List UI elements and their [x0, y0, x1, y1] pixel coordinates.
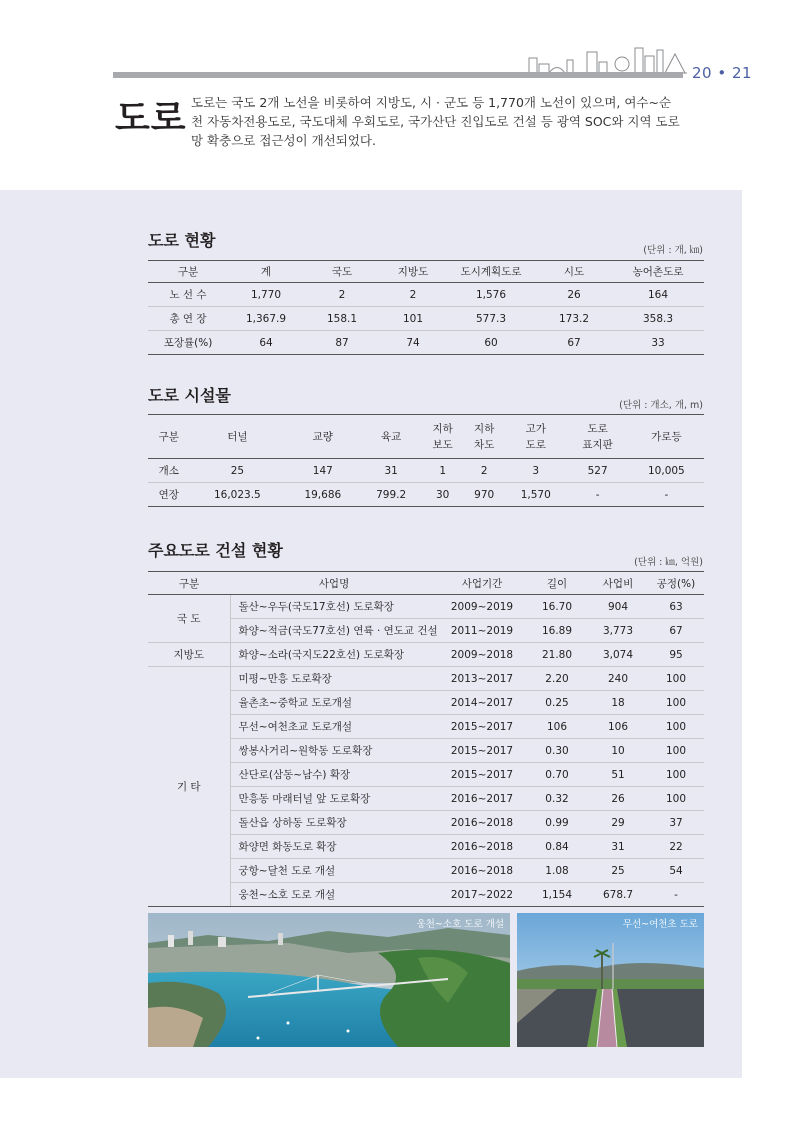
construction-cell: 2013~2017	[438, 667, 526, 691]
road-facilities-header-cell: 고가 도로	[505, 415, 567, 459]
table-row	[148, 715, 704, 739]
major-construction-table	[148, 571, 704, 907]
section-title: 도로	[115, 98, 187, 139]
road-facilities-title: 도로 시설물	[148, 386, 231, 405]
road-status-cell: 173.2	[536, 307, 612, 331]
road-facilities-cell: 30	[422, 483, 464, 507]
road-status-cell: 64	[228, 331, 304, 355]
construction-cell: 궁항~달천 도로 개설	[230, 859, 438, 883]
construction-cell: 0.70	[526, 763, 588, 787]
road-facilities-cell: 527	[566, 459, 628, 483]
construction-cell: 100	[648, 667, 704, 691]
construction-cell: 화양면 화동도로 확장	[230, 835, 438, 859]
new-road-illustration	[517, 913, 704, 1047]
table-row	[148, 787, 704, 811]
construction-cell: 106	[588, 715, 648, 739]
table-row	[148, 667, 704, 691]
road-status-header-cell: 농어촌도로	[612, 261, 704, 283]
construction-cell: 2009~2018	[438, 643, 526, 667]
construction-cell: 100	[648, 763, 704, 787]
road-status-cell: 포장률(%)	[148, 331, 228, 355]
construction-cell: 1,154	[526, 883, 588, 907]
construction-cell: 10	[588, 739, 648, 763]
road-status-cell: 33	[612, 331, 704, 355]
construction-cell: 37	[648, 811, 704, 835]
construction-header-cell: 길이	[526, 572, 588, 595]
road-status-header-cell: 국도	[304, 261, 380, 283]
construction-cell: 16.89	[526, 619, 588, 643]
construction-cell: 2015~2017	[438, 739, 526, 763]
construction-header-cell: 사업기간	[438, 572, 526, 595]
table-row	[148, 835, 704, 859]
road-facilities-header-cell: 구분	[148, 415, 190, 459]
major-construction-unit: (단위 : ㎞, 억원)	[634, 557, 703, 568]
table-row	[148, 883, 704, 907]
table-row	[148, 459, 704, 483]
road-status-cell: 1,770	[228, 283, 304, 307]
construction-cell: 63	[648, 595, 704, 619]
road-status-unit: (단위 : 개, ㎞)	[643, 245, 703, 256]
construction-cell: 3,074	[588, 643, 648, 667]
construction-cell: 54	[648, 859, 704, 883]
road-facilities-cell: 1	[422, 459, 464, 483]
road-facilities-header-cell: 지하 차도	[463, 415, 505, 459]
construction-cell: 100	[648, 787, 704, 811]
construction-cell: 51	[588, 763, 648, 787]
construction-cell: 100	[648, 715, 704, 739]
construction-cell: 2014~2017	[438, 691, 526, 715]
road-status-cell: 87	[304, 331, 380, 355]
road-status-cell: 노 선 수	[148, 283, 228, 307]
table-row	[148, 619, 704, 643]
table-row	[148, 763, 704, 787]
major-construction-title: 주요도로 건설 현황	[148, 541, 283, 560]
construction-cell: 95	[648, 643, 704, 667]
construction-cell: 29	[588, 811, 648, 835]
road-facilities-cell: -	[566, 483, 628, 507]
road-status-header-cell: 시도	[536, 261, 612, 283]
construction-cell: 쌍봉사거리~원학동 도로확장	[230, 739, 438, 763]
construction-cell: 화양~소라(국지도22호선) 도로확장	[230, 643, 438, 667]
road-status-cell: 2	[304, 283, 380, 307]
road-status-cell: 67	[536, 331, 612, 355]
new-road-photo	[517, 913, 704, 1047]
bay-bridge-photo	[148, 913, 510, 1047]
construction-cell: 18	[588, 691, 648, 715]
construction-header-cell: 사업비	[588, 572, 648, 595]
construction-group-label: 기 타	[148, 667, 230, 907]
construction-cell: 화양~적금(국도77호선) 연륙 · 연도교 건설	[230, 619, 438, 643]
road-facilities-cell: -	[629, 483, 704, 507]
right-photo-caption: 무선~여천초 도로	[622, 919, 698, 930]
road-status-cell: 60	[446, 331, 536, 355]
construction-group-label: 국 도	[148, 595, 230, 643]
road-facilities-cell: 31	[360, 459, 422, 483]
road-status-cell: 158.1	[304, 307, 380, 331]
construction-cell: 2016~2018	[438, 811, 526, 835]
construction-cell: 25	[588, 859, 648, 883]
construction-cell: 3,773	[588, 619, 648, 643]
construction-cell: 무선~여천초교 도로개설	[230, 715, 438, 739]
construction-cell: 2017~2022	[438, 883, 526, 907]
header-rule	[113, 72, 683, 78]
construction-cell: 0.25	[526, 691, 588, 715]
road-status-cell: 164	[612, 283, 704, 307]
table-row	[148, 483, 704, 507]
construction-cell: 67	[648, 619, 704, 643]
construction-cell: 돌산~우두(국도17호선) 도로확장	[230, 595, 438, 619]
construction-cell: 100	[648, 739, 704, 763]
page-numbers: 20 • 21	[692, 64, 753, 82]
construction-cell: 678.7	[588, 883, 648, 907]
road-facilities-cell: 19,686	[285, 483, 360, 507]
construction-cell: 0.99	[526, 811, 588, 835]
road-facilities-header-cell: 지하 보도	[422, 415, 464, 459]
construction-cell: 2009~2019	[438, 595, 526, 619]
construction-cell: 26	[588, 787, 648, 811]
construction-header-cell: 사업명	[230, 572, 438, 595]
construction-cell: 21.80	[526, 643, 588, 667]
construction-cell: 16.70	[526, 595, 588, 619]
road-facilities-header-cell: 터널	[190, 415, 286, 459]
table-row	[148, 307, 704, 331]
construction-cell: 2015~2017	[438, 715, 526, 739]
construction-cell: 미평~만흥 도로확장	[230, 667, 438, 691]
construction-cell: 율촌초~중학교 도로개설	[230, 691, 438, 715]
road-status-table	[148, 260, 704, 355]
table-row	[148, 331, 704, 355]
road-status-cell: 358.3	[612, 307, 704, 331]
road-facilities-table	[148, 414, 704, 507]
road-status-cell: 101	[380, 307, 446, 331]
road-status-cell: 2	[380, 283, 446, 307]
construction-cell: 2016~2018	[438, 859, 526, 883]
construction-cell: 2015~2017	[438, 763, 526, 787]
road-facilities-cell: 25	[190, 459, 286, 483]
construction-cell: 2016~2017	[438, 787, 526, 811]
construction-cell: 산단로(삼동~남수) 확장	[230, 763, 438, 787]
table-row	[148, 283, 704, 307]
construction-cell: 0.84	[526, 835, 588, 859]
road-status-header-cell: 구분	[148, 261, 228, 283]
construction-cell: 904	[588, 595, 648, 619]
table-row	[148, 859, 704, 883]
bay-bridge-illustration	[148, 913, 510, 1047]
road-status-cell: 74	[380, 331, 446, 355]
construction-cell: 22	[648, 835, 704, 859]
road-facilities-cell: 3	[505, 459, 567, 483]
construction-group-label: 지방도	[148, 643, 230, 667]
construction-cell: 1.08	[526, 859, 588, 883]
construction-cell: 0.32	[526, 787, 588, 811]
construction-cell: 240	[588, 667, 648, 691]
road-status-header-cell: 계	[228, 261, 304, 283]
road-facilities-header-cell: 도로 표지판	[566, 415, 628, 459]
construction-header-cell: 구분	[148, 572, 230, 595]
construction-cell: 2016~2018	[438, 835, 526, 859]
city-skyline-illustration	[527, 44, 687, 74]
table-row	[148, 643, 704, 667]
construction-cell: 2.20	[526, 667, 588, 691]
construction-header-cell: 공정(%)	[648, 572, 704, 595]
construction-cell: 106	[526, 715, 588, 739]
road-facilities-cell: 1,570	[505, 483, 567, 507]
road-status-cell: 1,367.9	[228, 307, 304, 331]
road-status-title: 도로 현황	[148, 231, 216, 250]
road-facilities-cell: 연장	[148, 483, 190, 507]
road-facilities-cell: 16,023.5	[190, 483, 286, 507]
table-row	[148, 811, 704, 835]
road-facilities-cell: 개소	[148, 459, 190, 483]
construction-cell: 0.30	[526, 739, 588, 763]
road-facilities-cell: 10,005	[629, 459, 704, 483]
road-facilities-cell: 799.2	[360, 483, 422, 507]
road-status-cell: 577.3	[446, 307, 536, 331]
road-facilities-cell: 2	[463, 459, 505, 483]
construction-cell: 돌산읍 상하동 도로확장	[230, 811, 438, 835]
road-status-header-cell: 도시계획도로	[446, 261, 536, 283]
table-row	[148, 595, 704, 619]
construction-cell: 만흥동 마래터널 앞 도로확장	[230, 787, 438, 811]
construction-cell: 웅천~소호 도로 개설	[230, 883, 438, 907]
road-status-cell: 26	[536, 283, 612, 307]
table-row	[148, 691, 704, 715]
road-status-cell: 총 연 장	[148, 307, 228, 331]
construction-cell: -	[648, 883, 704, 907]
road-facilities-cell: 970	[463, 483, 505, 507]
construction-cell: 31	[588, 835, 648, 859]
intro-paragraph: 도로는 국도 2개 노선을 비롯하여 지방도, 시 · 군도 등 1,770개 노선이 있으며, 여수~순천 자동차전용도로, 국도대체 우회도로, 국가산단 진입도로 건설 등 광역 SOC와 지역 도로망 확충으로 접근성이 개선되었다.	[191, 95, 680, 148]
road-status-header-cell: 지방도	[380, 261, 446, 283]
table-row	[148, 739, 704, 763]
road-status-cell: 1,576	[446, 283, 536, 307]
left-photo-caption: 웅천~소호 도로 개설	[416, 919, 504, 930]
road-facilities-unit: (단위 : 개소, 개, m)	[619, 400, 703, 411]
road-facilities-cell: 147	[285, 459, 360, 483]
road-facilities-header-cell: 육교	[360, 415, 422, 459]
road-facilities-header-cell: 교량	[285, 415, 360, 459]
construction-cell: 100	[648, 691, 704, 715]
road-facilities-header-cell: 가로등	[629, 415, 704, 459]
construction-cell: 2011~2019	[438, 619, 526, 643]
